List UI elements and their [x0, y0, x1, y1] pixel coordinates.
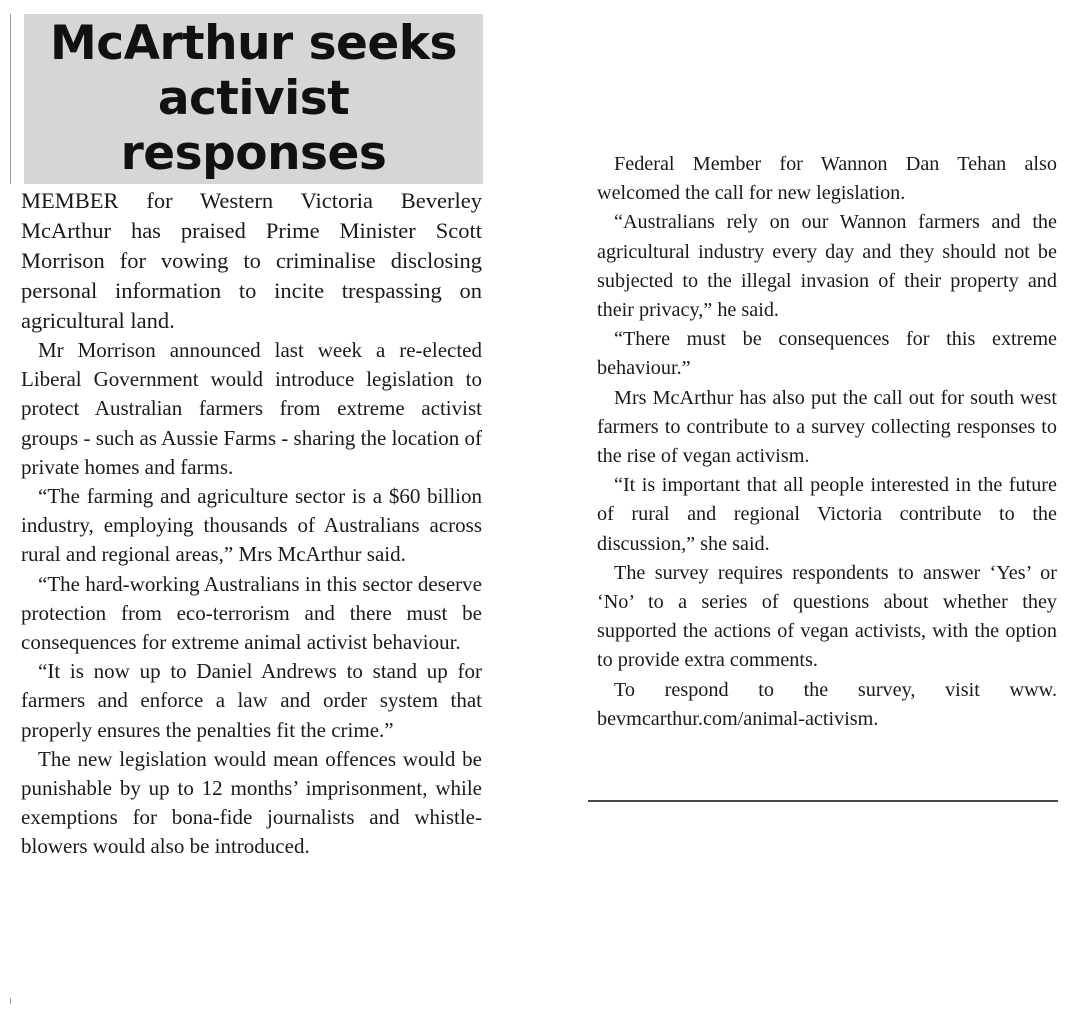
right-column	[597, 150, 1057, 734]
body-paragraph: Mrs McArthur has also put the call out for south west farmers to contribute to a survey collecting responses to the rise of vegan activism.	[597, 386, 1057, 468]
survey-link-paragraph: To respond to the survey, visit www. bevmcarthur.com/animal-activism.	[597, 678, 1057, 730]
column-rule	[10, 14, 11, 184]
body-paragraph: The new legislation would mean offences would be punishable by up to 12 months’ imprisonment, while exemptions for bona-fide journalists and whistle-blowers would also be introduced.	[21, 746, 482, 859]
body-paragraph: “There must be consequences for this extreme behaviour.”	[597, 328, 1057, 380]
column-rule-bottom	[10, 998, 11, 1004]
left-column	[21, 186, 482, 862]
body-paragraph: “It is important that all people interested in the future of rural and regional Victoria contribute to the discussion,” she said.	[597, 474, 1057, 555]
body-paragraph: “The farming and agriculture sector is a $60 billion industry, employing thousands of Australians across rural and regional areas,” Mrs McArthur said.	[21, 484, 482, 567]
body-paragraph: “Australians rely on our Wannon farmers and the agricultural industry every day and they should not be subjected to the illegal invasion of their property and their privacy,” he said.	[597, 211, 1057, 322]
headline: McArthur seeks activist responses	[49, 16, 458, 181]
article-end-rule	[588, 800, 1058, 802]
body-paragraph: The survey requires respondents to answer ‘Yes’ or ‘No’ to a series of questions about whether they supported the actions of vegan activists, with the option to provide extra comments.	[597, 561, 1057, 672]
body-paragraph: Federal Member for Wannon Dan Tehan also welcomed the call for new legislation.	[597, 153, 1057, 205]
lede-paragraph: MEMBER for Western Victoria Beverley McArthur has praised Prime Minister Scott Morrison for vowing to criminalise disclosing personal information to incite trespassing on agricultural land.	[21, 188, 482, 333]
body-paragraph: “It is now up to Daniel Andrews to stand up for farmers and enforce a law and order system that properly ensures the penalties fit the crime.”	[21, 659, 482, 742]
headline-box	[24, 14, 483, 184]
body-paragraph: “The hard-working Australians in this sector deserve protection from eco-terrorism and there must be consequences for extreme animal activist behaviour.	[21, 571, 482, 655]
body-paragraph: Mr Morrison announced last week a re-elected Liberal Government would introduce legislation to protect Australian farmers from extreme activist groups - such as Aussie Farms - sharing the location of private homes and farms.	[21, 338, 482, 479]
